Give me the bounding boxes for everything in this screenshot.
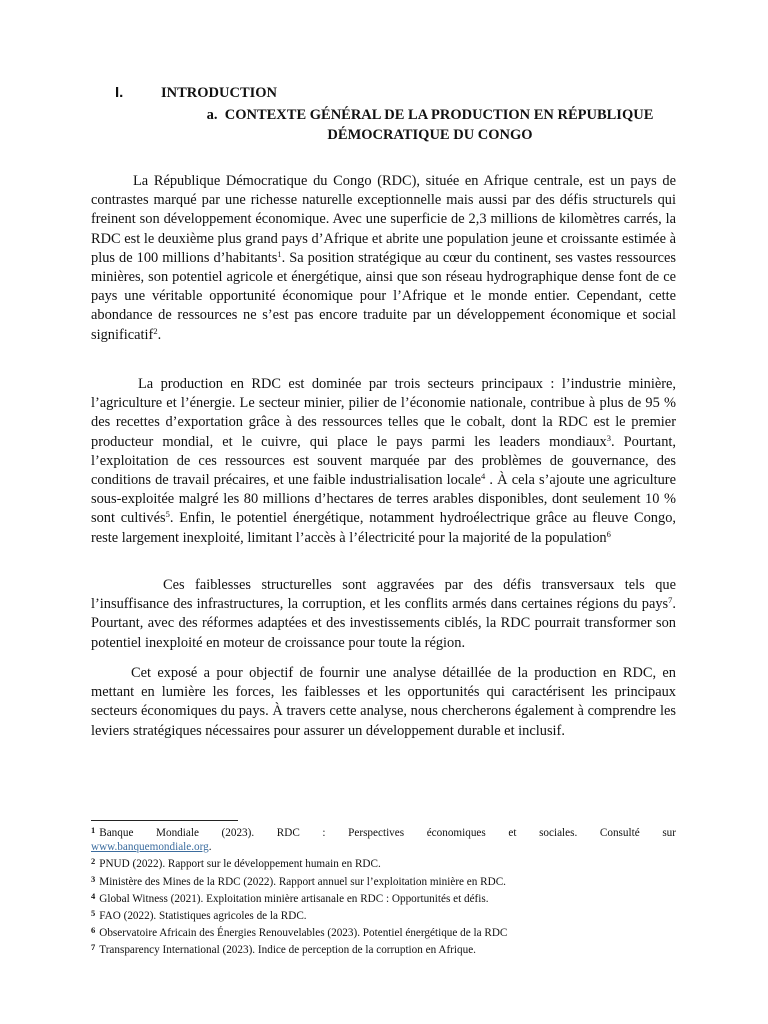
footnote-ref[interactable]: 4 <box>481 471 486 482</box>
paragraph-text: . Enfin, le potentiel énergétique, notamment hydroélectrique grâce au fleuve Congo, reste largement inexploité, limitant l’accès à l’électricité pour la majorité de la population <box>91 510 676 546</box>
footnote-number: 3 <box>91 873 96 884</box>
footnote-1-continued <box>91 840 676 854</box>
footnote-ref[interactable]: 7 <box>668 595 673 606</box>
paragraph-text: La République Démocratique du Congo (RDC), située en Afrique centrale, est un pays de contrastes marqué par une richesse naturelle exceptionnelle mais aussi par des défis structurels qui freinent son développement économique. Avec une superficie de 2,3 millions de kilomètres carrés, la RDC est le deuxième plus grand pays d’Afrique et abrite une population jeune et croissante estimée à plus de 100 millions d’habitants <box>91 173 676 266</box>
footnote-separator <box>91 820 238 821</box>
footnotes <box>91 823 676 958</box>
footnote-text: PNUD (2022). Rapport sur le développement humain en RDC. <box>99 858 381 871</box>
footnote-ref[interactable]: 5 <box>165 509 170 520</box>
footnote-text: Ministère des Mines de la RDC (2022). Rapport annuel sur l’exploitation minière en RDC. <box>99 875 506 888</box>
footnote-6 <box>91 923 676 940</box>
footnote-5 <box>91 906 676 923</box>
paragraph-2 <box>91 375 676 548</box>
paragraph-text: . Pourtant, avec des réformes adaptées et des investissements ciblés, la RDC pourrait transformer son potentiel inexploité en moteur de croissance pour toute la région. <box>91 596 676 651</box>
subsection-letter: a. <box>206 107 218 123</box>
footnote-text: Transparency International (2023). Indice de perception de la corruption en Afrique. <box>99 944 476 957</box>
footnote-number: 5 <box>91 908 96 919</box>
section-number: I. <box>115 84 124 101</box>
subsection-title: CONTEXTE GÉNÉRAL DE LA PRODUCTION EN RÉPUBLIQUE DÉMOCRATIQUE DU CONGO <box>224 107 654 143</box>
footnote-link[interactable]: www.banquemondiale.org <box>91 841 209 854</box>
footnote-text: Observatoire Africain des Énergies Renouvelables (2023). Potentiel énergétique de la RDC <box>99 927 508 940</box>
paragraph-text: Ces faiblesses structurelles sont aggravées par des défis transversaux tels que l’insuffisance des infrastructures, la corruption, et les conflits armés dans certaines régions du pays <box>91 577 676 613</box>
footnote-7 <box>91 940 676 957</box>
footnote-text: . <box>208 841 212 854</box>
footnote-3 <box>91 872 676 889</box>
footnote-number: 4 <box>91 890 96 901</box>
paragraph-text: La production en RDC est dominée par trois secteurs principaux : l’industrie minière, l’agriculture et l’énergie. Le secteur minier, pilier de l’économie nationale, contribue à plus de 95 % des recettes d’exportation grâce à des ressources telles que le cobalt, dont la RDC est le premier producteur mondial, et le cuivre, qui place le pays parmi les leaders mondiaux <box>91 376 676 450</box>
paragraph-1 <box>91 172 676 345</box>
footnote-ref[interactable]: 3 <box>606 432 611 443</box>
footnote-ref[interactable]: 1 <box>277 248 282 259</box>
subsection-heading <box>170 105 690 145</box>
section-heading <box>115 84 277 102</box>
footnote-text: Global Witness (2021). Exploitation minière artisanale en RDC : Opportunités et défis. <box>99 892 489 905</box>
footnote-1 <box>91 823 676 840</box>
footnote-text: FAO (2022). Statistiques agricoles de la RDC. <box>99 910 307 923</box>
paragraph-3 <box>91 576 676 653</box>
footnote-number: 2 <box>91 856 96 867</box>
section-title: INTRODUCTION <box>161 85 278 101</box>
paragraph-text: Cet exposé a pour objectif de fournir une analyse détaillée de la production en RDC, en mettant en lumière les forces, les faiblesses et les opportunités qui caractérisent les principaux secteurs économiques du pays. À travers cette analyse, nous chercherons également à comprendre les leviers stratégiques nécessaires pour assurer un développement durable et inclusif. <box>91 665 676 739</box>
paragraph-text: . À cela s’ajoute une agriculture sous-exploitée malgré les 80 millions d’hectares de terres arables disponibles, dont seulement 10 % sont cultivés <box>91 472 676 527</box>
paragraph-4 <box>91 664 676 741</box>
footnote-number: 7 <box>91 942 96 953</box>
footnote-number: 1 <box>91 825 96 835</box>
paragraph-text: . Pourtant, l’exploitation de ces ressources est souvent marquée par des problèmes de gouvernance, des conditions de travail précaires, et une faible industrialisation locale <box>91 433 676 489</box>
footnote-ref[interactable]: 6 <box>606 528 611 539</box>
footnote-4 <box>91 889 676 906</box>
footnote-text: Banque Mondiale (2023). RDC : Perspectives économiques et sociales. Consulté sur <box>99 827 676 839</box>
footnote-2 <box>91 854 676 871</box>
footnote-ref[interactable]: 2 <box>153 325 158 336</box>
footnote-number: 6 <box>91 925 96 936</box>
paragraph-text: . <box>157 326 162 343</box>
paragraph-text: . Sa position stratégique au cœur du continent, ses vastes ressources minières, son potentiel agricole et énergétique, ainsi que son réseau hydrographique dense font de ce pays une véritable opportunité économique pour l’Afrique et le monde entier. Cependant, cette abondance de ressources ne s’est pas encore traduite par un développement économique et social significatif <box>91 249 676 343</box>
